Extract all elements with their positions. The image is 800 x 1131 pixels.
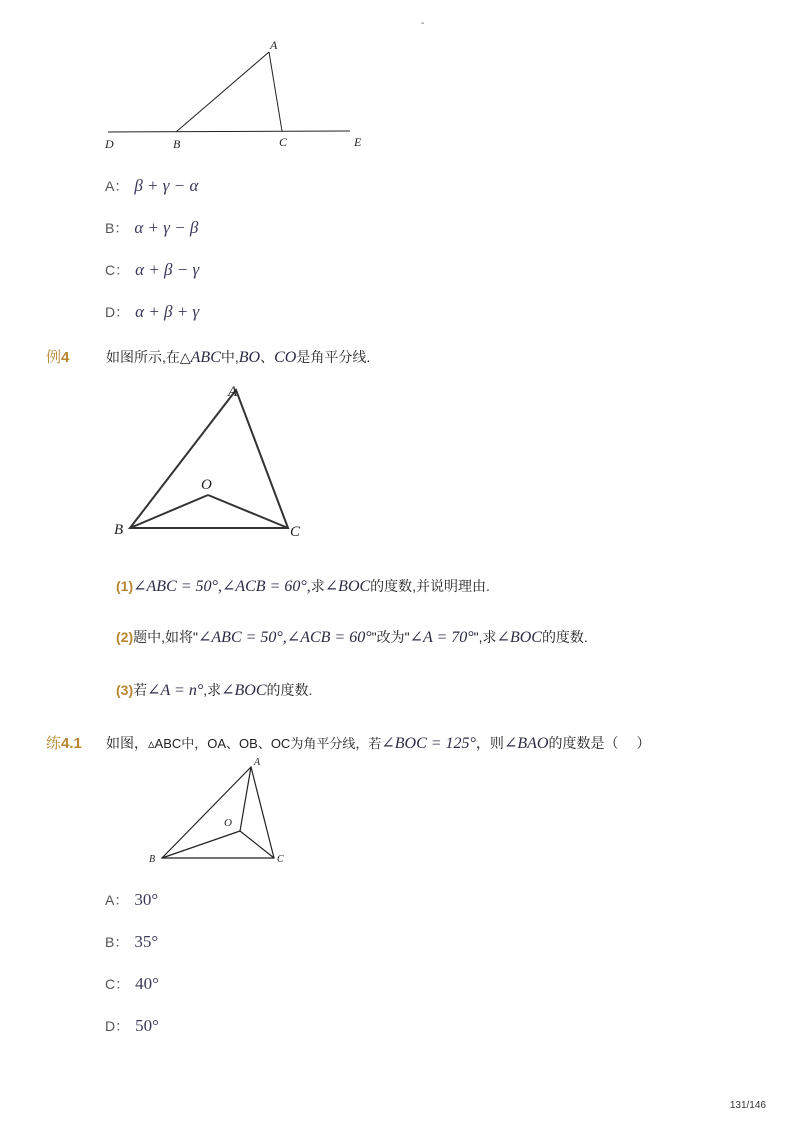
figure-1-triangle-line [95, 30, 385, 155]
figure-3-triangle-o [144, 752, 294, 867]
label-o: O [224, 817, 232, 829]
line-de [108, 131, 350, 132]
exercise-option-d[interactable]: D： 50° [105, 1016, 159, 1035]
triangle-abc [130, 390, 288, 528]
label-e: E [354, 135, 362, 149]
example-4-sub-1: (1)∠ABC = 50°,∠ACB = 60°,求∠BOC的度数,并说明理由. [116, 578, 490, 595]
segment-oc [240, 831, 274, 858]
segment-ac [269, 52, 282, 131]
example-4-sub-3: (3)若∠A = n°,求∠BOC的度数. [116, 682, 313, 699]
label-o: O [201, 477, 212, 493]
exercise-option-a[interactable]: A： 30° [105, 890, 159, 909]
page-number: 131/146 [729, 1100, 766, 1111]
exercise-option-c[interactable]: C： 40° [105, 974, 159, 993]
exercise-4-1-label: 练4.1 [46, 735, 82, 752]
label-b: B [149, 854, 156, 865]
segment-ab [176, 52, 269, 132]
label-a: A [228, 384, 238, 400]
label-c: C [277, 854, 284, 865]
top-mark: - [421, 18, 425, 29]
figure-2-triangle-o [108, 378, 318, 543]
option-d[interactable]: D： α + β + γ [105, 302, 200, 321]
label-c: C [290, 524, 301, 540]
option-a[interactable]: A： β + γ − α [105, 176, 199, 195]
label-a: A [254, 757, 261, 768]
label-b: B [173, 137, 181, 151]
option-c[interactable]: C： α + β − γ [105, 260, 200, 279]
example-4-label: 例4 [46, 349, 70, 366]
label-d: D [105, 137, 114, 151]
label-a: A [270, 38, 278, 52]
exercise-option-b[interactable]: B： 35° [105, 932, 159, 951]
label-b: B [114, 522, 124, 538]
example-4-stem: 如图所示,在△ABC中,BO、CO是角平分线. [106, 349, 371, 366]
exercise-4-1-stem: 如图，▵ABC中，OA、OB、OC为角平分线，若∠BOC = 125°，则∠BAO的度数是（ ） [106, 735, 651, 752]
segment-ob [162, 831, 240, 858]
example-4-sub-2: (2)题中,如将"∠ABC = 50°,∠ACB = 60°"改为"∠A = 70°",求∠BOC的度数. [116, 629, 588, 646]
label-c: C [279, 135, 288, 149]
option-b[interactable]: B： α + γ − β [105, 218, 199, 237]
segment-co [208, 495, 288, 528]
